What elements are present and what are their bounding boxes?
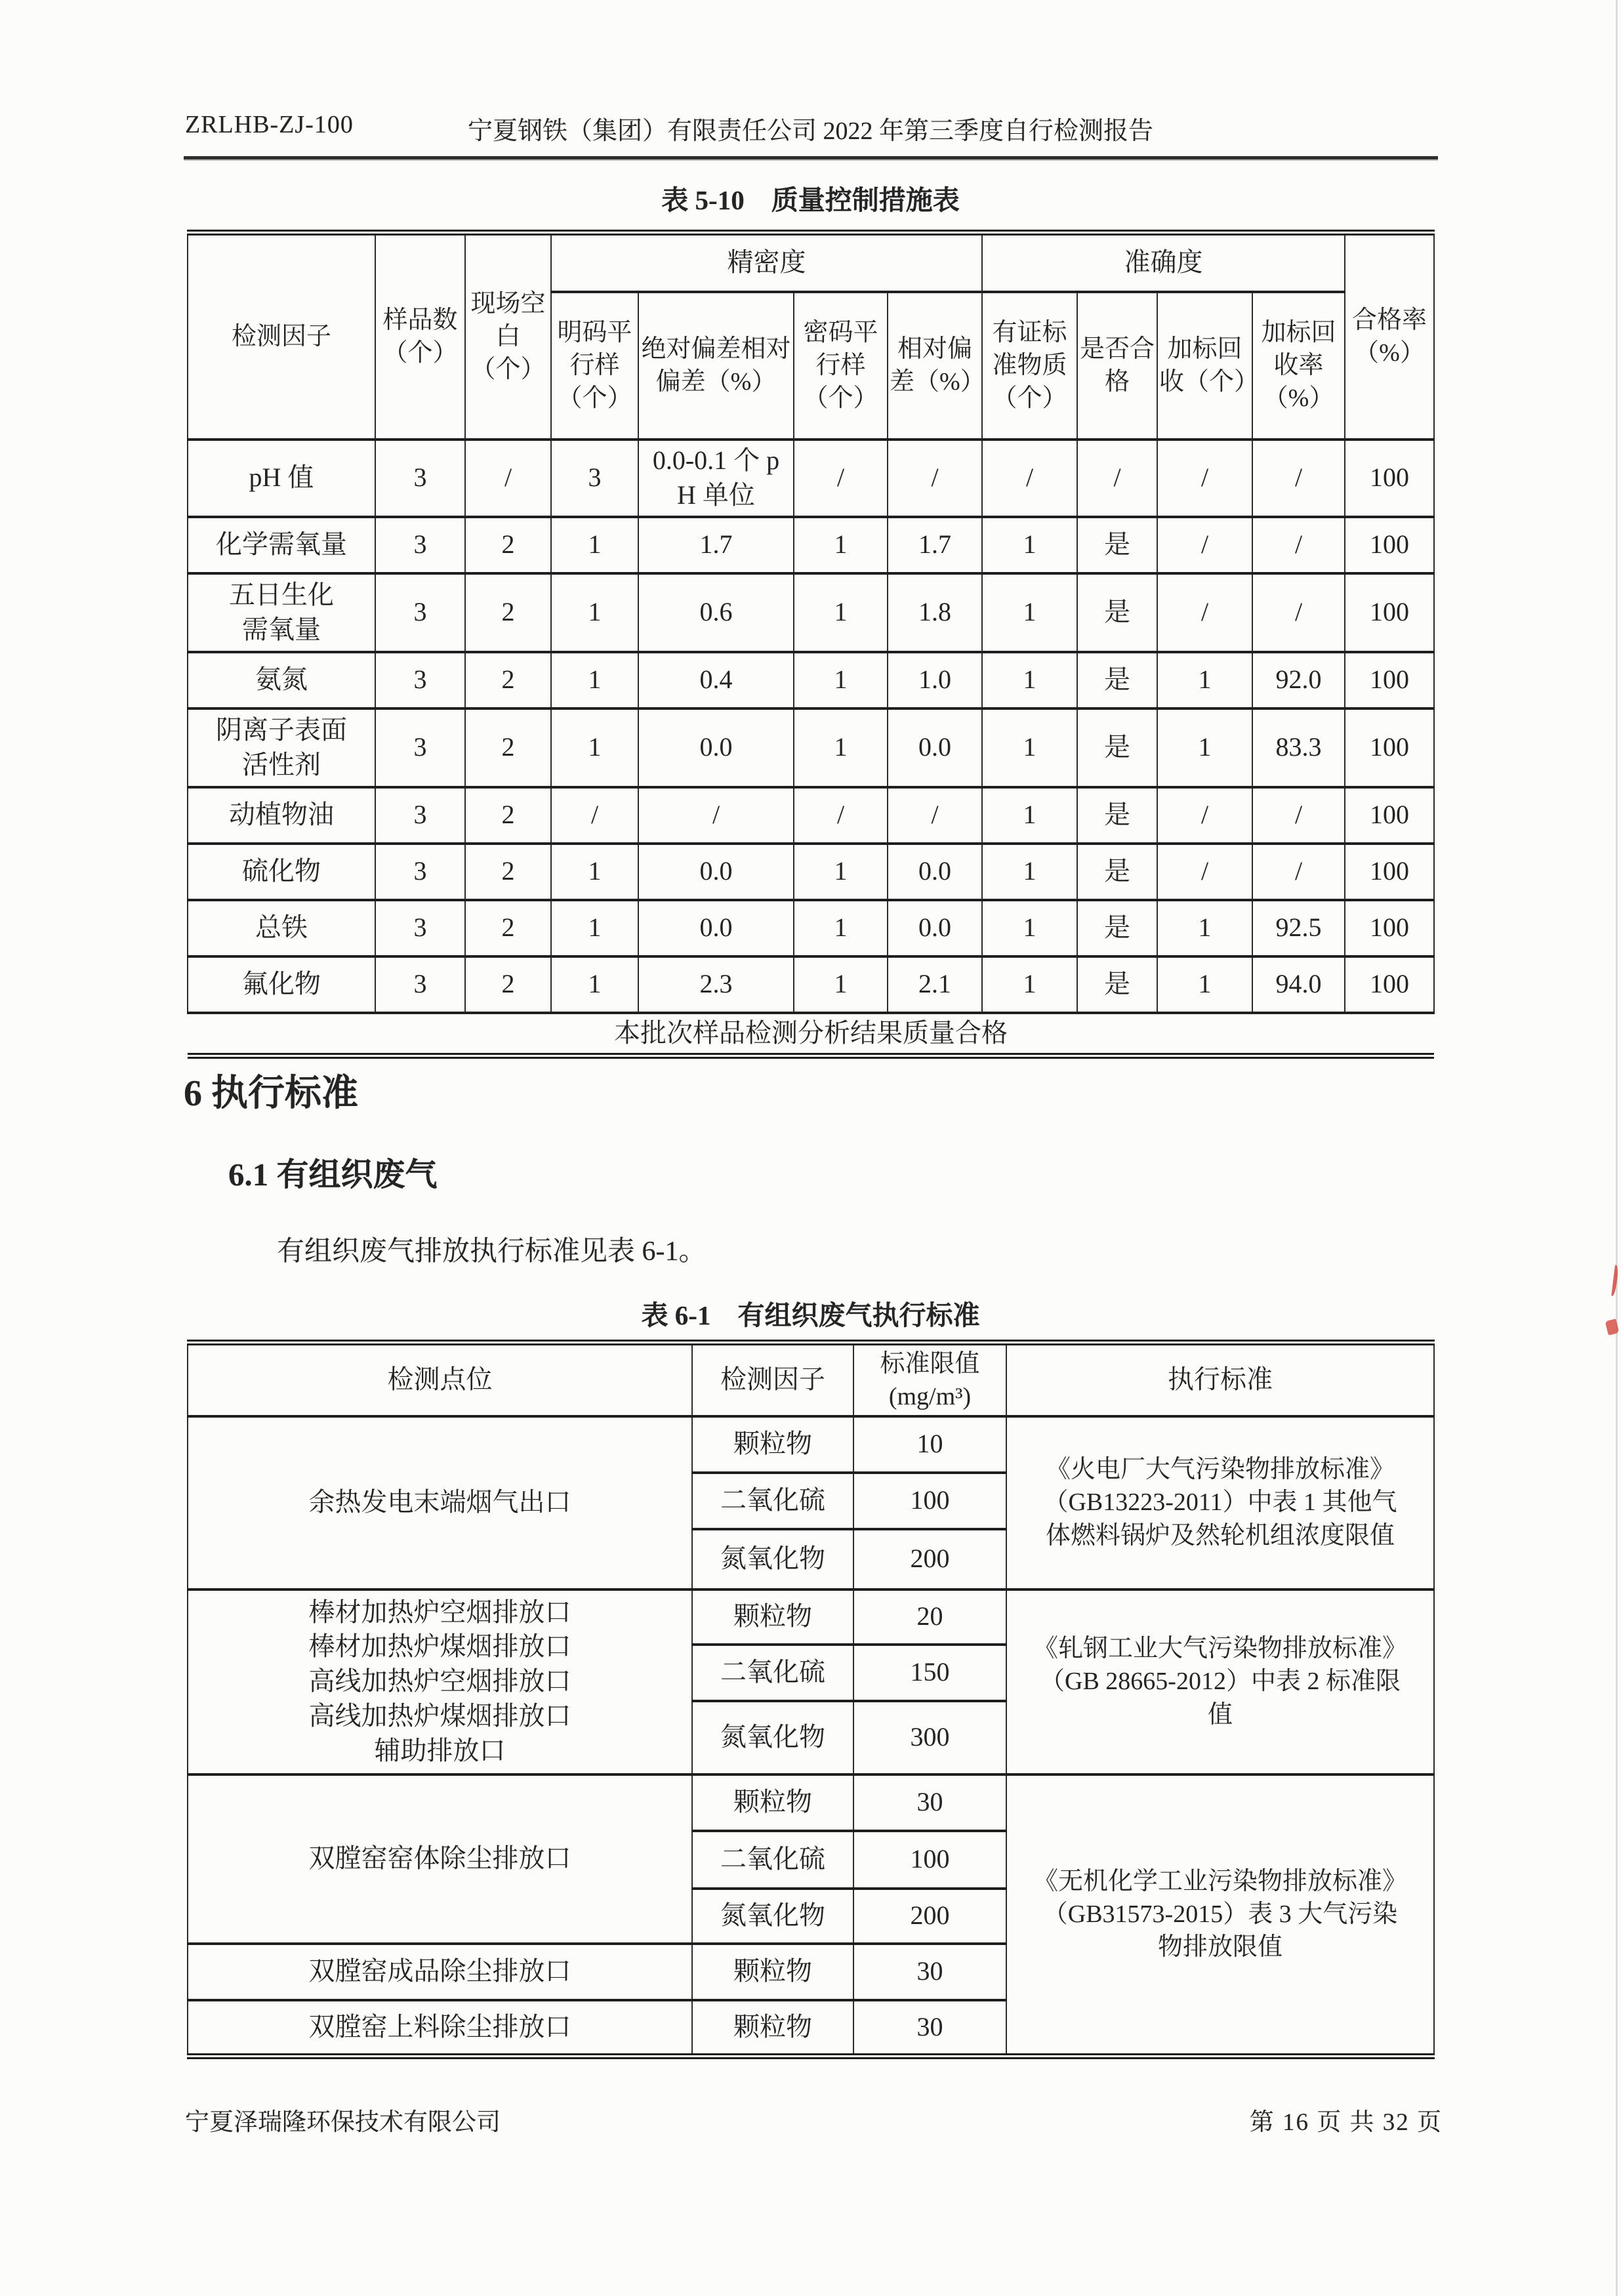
table-cell: 2: [465, 517, 551, 573]
table-cell: 0.0: [638, 900, 794, 956]
table-cell: 1: [551, 573, 638, 652]
factor-cell: 氮氧化物: [692, 1701, 853, 1774]
quality-control-table: [187, 230, 1435, 1059]
table-cell: /: [465, 440, 551, 517]
limit-cell: 200: [853, 1889, 1006, 1944]
col-header-point: 检测点位: [188, 1343, 692, 1416]
factor-cell: [188, 517, 375, 573]
table-cell: 1: [551, 652, 638, 708]
table-cell: 0.0: [888, 900, 982, 956]
table-cell: 100: [1345, 900, 1434, 956]
table-cell: 是: [1077, 708, 1157, 787]
table-cell: 100: [1345, 956, 1434, 1013]
col-header-blind-parallel: 密码平行样（个）: [794, 292, 888, 440]
table-cell: 0.0: [638, 708, 794, 787]
col-header-rel-deviation: 相对偏差（%）: [888, 292, 982, 440]
point-line: 辅助排放口: [374, 1735, 506, 1765]
section-6-1-heading: 6.1 有组织废气: [228, 1157, 438, 1193]
factor-label: 活性剂: [242, 749, 321, 779]
factor-cell: [188, 787, 375, 844]
factor-label: 需氧量: [242, 614, 321, 644]
standard-cell: [1006, 1589, 1434, 1774]
table-cell: /: [638, 787, 794, 844]
limit-cell: 20: [853, 1589, 1006, 1645]
table-cell: 3: [375, 573, 465, 652]
factor-label: 总铁: [255, 912, 308, 943]
col-header-limit: [853, 1343, 1006, 1416]
standard-line: （GB31573-2015）表 3 大气污染: [1042, 1900, 1398, 1929]
limit-cell: 300: [853, 1701, 1006, 1774]
factor-cell: [188, 844, 375, 900]
table-cell: 100: [1345, 652, 1434, 708]
table-cell: 1.8: [888, 573, 982, 652]
footer-company: 宁夏泽瑞隆环保技术有限公司: [185, 2109, 501, 2136]
table-cell: 0.0-0.1 个 pH 单位: [638, 440, 794, 517]
table-cell: 2: [465, 844, 551, 900]
table-row: [188, 573, 1434, 652]
table-cell: /: [551, 787, 638, 844]
limit-cell: 10: [853, 1416, 1006, 1473]
col-header-open-parallel: 明码平行样（个）: [551, 292, 638, 440]
factor-label: 氨氮: [255, 665, 308, 695]
col-header-standard: 执行标准: [1006, 1343, 1434, 1416]
point-line: 高线加热炉煤烟排放口: [308, 1700, 571, 1731]
page-header-title: 宁夏钢铁（集团）有限责任公司 2022 年第三季度自行检测报告: [467, 117, 1153, 145]
scan-edge-artifact: [1616, 0, 1618, 2296]
table-cell: 92.0: [1252, 652, 1345, 708]
table-cell: 3: [375, 900, 465, 956]
table-6-1-title: 表 6-1 有组织废气执行标准: [641, 1300, 980, 1330]
factor-cell: 氮氧化物: [692, 1529, 853, 1589]
standard-line: （GB 28665-2012）中表 2 标准限: [1040, 1668, 1401, 1696]
standard-line: 《火电厂大气污染物排放标准》: [1045, 1456, 1395, 1484]
table-row: [188, 844, 1434, 900]
table-cell: /: [1252, 517, 1345, 573]
table-cell: 3: [375, 844, 465, 900]
factor-label: 化学需氧量: [216, 529, 347, 560]
table-cell: 是: [1077, 787, 1157, 844]
table-cell: 1: [982, 787, 1077, 844]
factor-cell: 颗粒物: [692, 1944, 853, 2000]
limit-cell: 100: [853, 1473, 1006, 1529]
col-header-sample-count: 样品数（个）: [375, 233, 465, 440]
table-cell: /: [1077, 440, 1157, 517]
point-line: 双膛窑上料除尘排放口: [308, 2011, 571, 2041]
table-note-row: [188, 1013, 1434, 1056]
table-row: [188, 708, 1434, 787]
table-cell: 100: [1345, 517, 1434, 573]
table-cell: 1.7: [638, 517, 794, 573]
table-cell: /: [888, 440, 982, 517]
table-cell: 1: [794, 956, 888, 1013]
table-cell: 1: [794, 517, 888, 573]
factor-cell: [188, 708, 375, 787]
table-cell: 100: [1345, 787, 1434, 844]
table-cell: 3: [375, 652, 465, 708]
table-cell: /: [1157, 517, 1252, 573]
standard-line: 物排放限值: [1157, 1933, 1282, 1961]
limit-cell: 100: [853, 1831, 1006, 1889]
factor-cell: 氮氧化物: [692, 1889, 853, 1944]
table-cell: /: [1252, 440, 1345, 517]
table-cell: 3: [375, 440, 465, 517]
group-header-precision: 精密度: [551, 233, 982, 292]
table-cell: 0.0: [888, 708, 982, 787]
point-line: 双膛窑窑体除尘排放口: [308, 1843, 571, 1874]
col-header-crm: 有证标准物质（个）: [982, 292, 1077, 440]
table-5-10-title: 表 5-10 质量控制措施表: [661, 185, 960, 215]
table-row: [188, 440, 1434, 517]
factor-cell: 二氧化硫: [692, 1645, 853, 1701]
table-cell: 1: [1157, 900, 1252, 956]
factor-cell: [188, 440, 375, 517]
table-cell: 是: [1077, 517, 1157, 573]
table-cell: /: [794, 440, 888, 517]
table-cell: 1: [982, 573, 1077, 652]
factor-cell: [188, 652, 375, 708]
table-header-row: [188, 1343, 1434, 1416]
table-cell: 是: [1077, 573, 1157, 652]
point-line: 高线加热炉空烟排放口: [308, 1666, 571, 1696]
table-cell: 是: [1077, 900, 1157, 956]
table-cell: 3: [375, 956, 465, 1013]
table-cell: 1: [551, 844, 638, 900]
table-cell: 是: [1077, 844, 1157, 900]
table-cell: 1.7: [888, 517, 982, 573]
table-cell: 0.0: [888, 844, 982, 900]
table-cell: 1: [1157, 956, 1252, 1013]
factor-label: pH 值: [249, 462, 314, 493]
point-cell: [188, 1589, 692, 1774]
table-cell: 0.6: [638, 573, 794, 652]
standard-line: 体燃料锅炉及然轮机组浓度限值: [1045, 1521, 1395, 1549]
limit-cell: 30: [853, 2000, 1006, 2057]
table-cell: 94.0: [1252, 956, 1345, 1013]
table-cell: 1: [794, 900, 888, 956]
factor-label: 氟化物: [242, 969, 321, 999]
col-header-factor: 检测因子: [692, 1343, 853, 1416]
table-cell: 2: [465, 708, 551, 787]
table-cell: 100: [1345, 844, 1434, 900]
limit-cell: 30: [853, 1944, 1006, 2000]
standard-line: 《无机化学工业污染物排放标准》: [1033, 1868, 1407, 1896]
standard-cell: [1006, 1774, 1434, 2057]
standard-cell: [1006, 1416, 1434, 1589]
table-cell: 1.0: [888, 652, 982, 708]
table-cell: 1: [794, 844, 888, 900]
table-cell: 1: [982, 956, 1077, 1013]
table-cell: 1: [551, 708, 638, 787]
limit-header-unit: (mg/m³): [888, 1382, 972, 1410]
factor-cell: 二氧化硫: [692, 1473, 853, 1529]
limit-cell: 150: [853, 1645, 1006, 1701]
table-cell: 83.3: [1252, 708, 1345, 787]
table-cell: 0.4: [638, 652, 794, 708]
factor-cell: 二氧化硫: [692, 1831, 853, 1889]
table-cell: 是: [1077, 956, 1157, 1013]
section-6-1-paragraph: 有组织废气排放执行标准见表 6-1。: [277, 1237, 707, 1267]
table-cell: 1: [551, 900, 638, 956]
table-row: [188, 1416, 1434, 1473]
table-cell: /: [1252, 573, 1345, 652]
table-cell: /: [1252, 787, 1345, 844]
point-line: 棒材加热炉空烟排放口: [308, 1597, 571, 1627]
table-cell: 3: [375, 517, 465, 573]
table-cell: 3: [375, 708, 465, 787]
table-cell: 2.1: [888, 956, 982, 1013]
table-cell: 2: [465, 956, 551, 1013]
factor-cell: [188, 900, 375, 956]
table-cell: 1: [982, 517, 1077, 573]
table-cell: 2: [465, 787, 551, 844]
table-cell: /: [1157, 440, 1252, 517]
footer-page-number: 第 16 页 共 32 页: [1249, 2109, 1443, 2136]
factor-cell: 颗粒物: [692, 1589, 853, 1645]
limit-cell: 200: [853, 1529, 1006, 1589]
table-cell: 92.5: [1252, 900, 1345, 956]
factor-cell: [188, 573, 375, 652]
col-header-pass-rate: 合格率（%）: [1345, 233, 1434, 440]
factor-label: 动植物油: [229, 800, 334, 830]
factor-cell: [188, 956, 375, 1013]
col-header-spike-recovery: 加标回收率（%）: [1252, 292, 1345, 440]
table-cell: 2: [465, 573, 551, 652]
table-row: [188, 1589, 1434, 1645]
point-cell: [188, 1944, 692, 2000]
table-cell: 1: [1157, 652, 1252, 708]
factor-cell: 颗粒物: [692, 2000, 853, 2057]
table-row: [188, 787, 1434, 844]
table-cell: 1: [551, 517, 638, 573]
table-cell: 0.0: [638, 844, 794, 900]
point-line: 棒材加热炉煤烟排放口: [308, 1631, 571, 1662]
standard-line: 《轧钢工业大气污染物排放标准》: [1033, 1635, 1407, 1663]
table-cell: 1: [794, 708, 888, 787]
table-cell: 1: [982, 900, 1077, 956]
factor-label: 硫化物: [242, 856, 321, 886]
section-6-heading: 6 执行标准: [184, 1073, 358, 1114]
table-cell: 1: [551, 956, 638, 1013]
table-cell: /: [1157, 787, 1252, 844]
point-cell: [188, 1416, 692, 1589]
table-cell: 100: [1345, 573, 1434, 652]
header-divider: [184, 156, 1438, 161]
table-cell: /: [794, 787, 888, 844]
table-cell: 3: [551, 440, 638, 517]
limit-cell: 30: [853, 1774, 1006, 1831]
table-note: 本批次样品检测分析结果质量合格: [188, 1013, 1434, 1056]
col-header-abs-rel-deviation: 绝对偏差相对偏差（%）: [638, 292, 794, 440]
table-cell: 1: [794, 573, 888, 652]
table-cell: 1: [982, 708, 1077, 787]
factor-label: 阴离子表面: [216, 714, 347, 745]
table-cell: 2: [465, 652, 551, 708]
table-cell: 100: [1345, 708, 1434, 787]
table-cell: 2: [465, 900, 551, 956]
table-row: [188, 956, 1434, 1013]
col-header-field-blank: 现场空白（个）: [465, 233, 551, 440]
table-cell: 1: [1157, 708, 1252, 787]
document-code: ZRLHB-ZJ-100: [185, 111, 354, 138]
standard-line: （GB13223-2011）中表 1 其他气: [1043, 1488, 1397, 1517]
limit-header-line: 标准限值: [880, 1349, 980, 1378]
point-line: 双膛窑成品除尘排放口: [308, 1956, 571, 1986]
table-cell: /: [1157, 573, 1252, 652]
table-cell: 1: [982, 844, 1077, 900]
table-header-row: [188, 233, 1434, 292]
emission-standard-table: [187, 1340, 1435, 2059]
point-cell: [188, 1774, 692, 1944]
table-cell: 1: [794, 652, 888, 708]
table-cell: /: [1252, 844, 1345, 900]
point-cell: [188, 2000, 692, 2057]
table-row: [188, 900, 1434, 956]
factor-cell: 颗粒物: [692, 1416, 853, 1473]
table-cell: 2.3: [638, 956, 794, 1013]
table-row: [188, 1774, 1434, 1831]
standard-line: 值: [1207, 1700, 1233, 1729]
table-row: [188, 517, 1434, 573]
table-cell: 3: [375, 787, 465, 844]
group-header-accuracy: 准确度: [982, 233, 1345, 292]
factor-label: 五日生化: [229, 579, 334, 609]
col-header-spike: 加标回收（个）: [1157, 292, 1252, 440]
table-row: [188, 652, 1434, 708]
table-cell: 100: [1345, 440, 1434, 517]
table-cell: 1: [982, 652, 1077, 708]
table-cell: /: [1157, 844, 1252, 900]
factor-cell: 颗粒物: [692, 1774, 853, 1831]
col-header-factor: 检测因子: [188, 233, 375, 440]
table-cell: /: [888, 787, 982, 844]
point-line: 余热发电末端烟气出口: [308, 1487, 571, 1517]
table-cell: 是: [1077, 652, 1157, 708]
col-header-qualified: 是否合格: [1077, 292, 1157, 440]
table-cell: /: [982, 440, 1077, 517]
